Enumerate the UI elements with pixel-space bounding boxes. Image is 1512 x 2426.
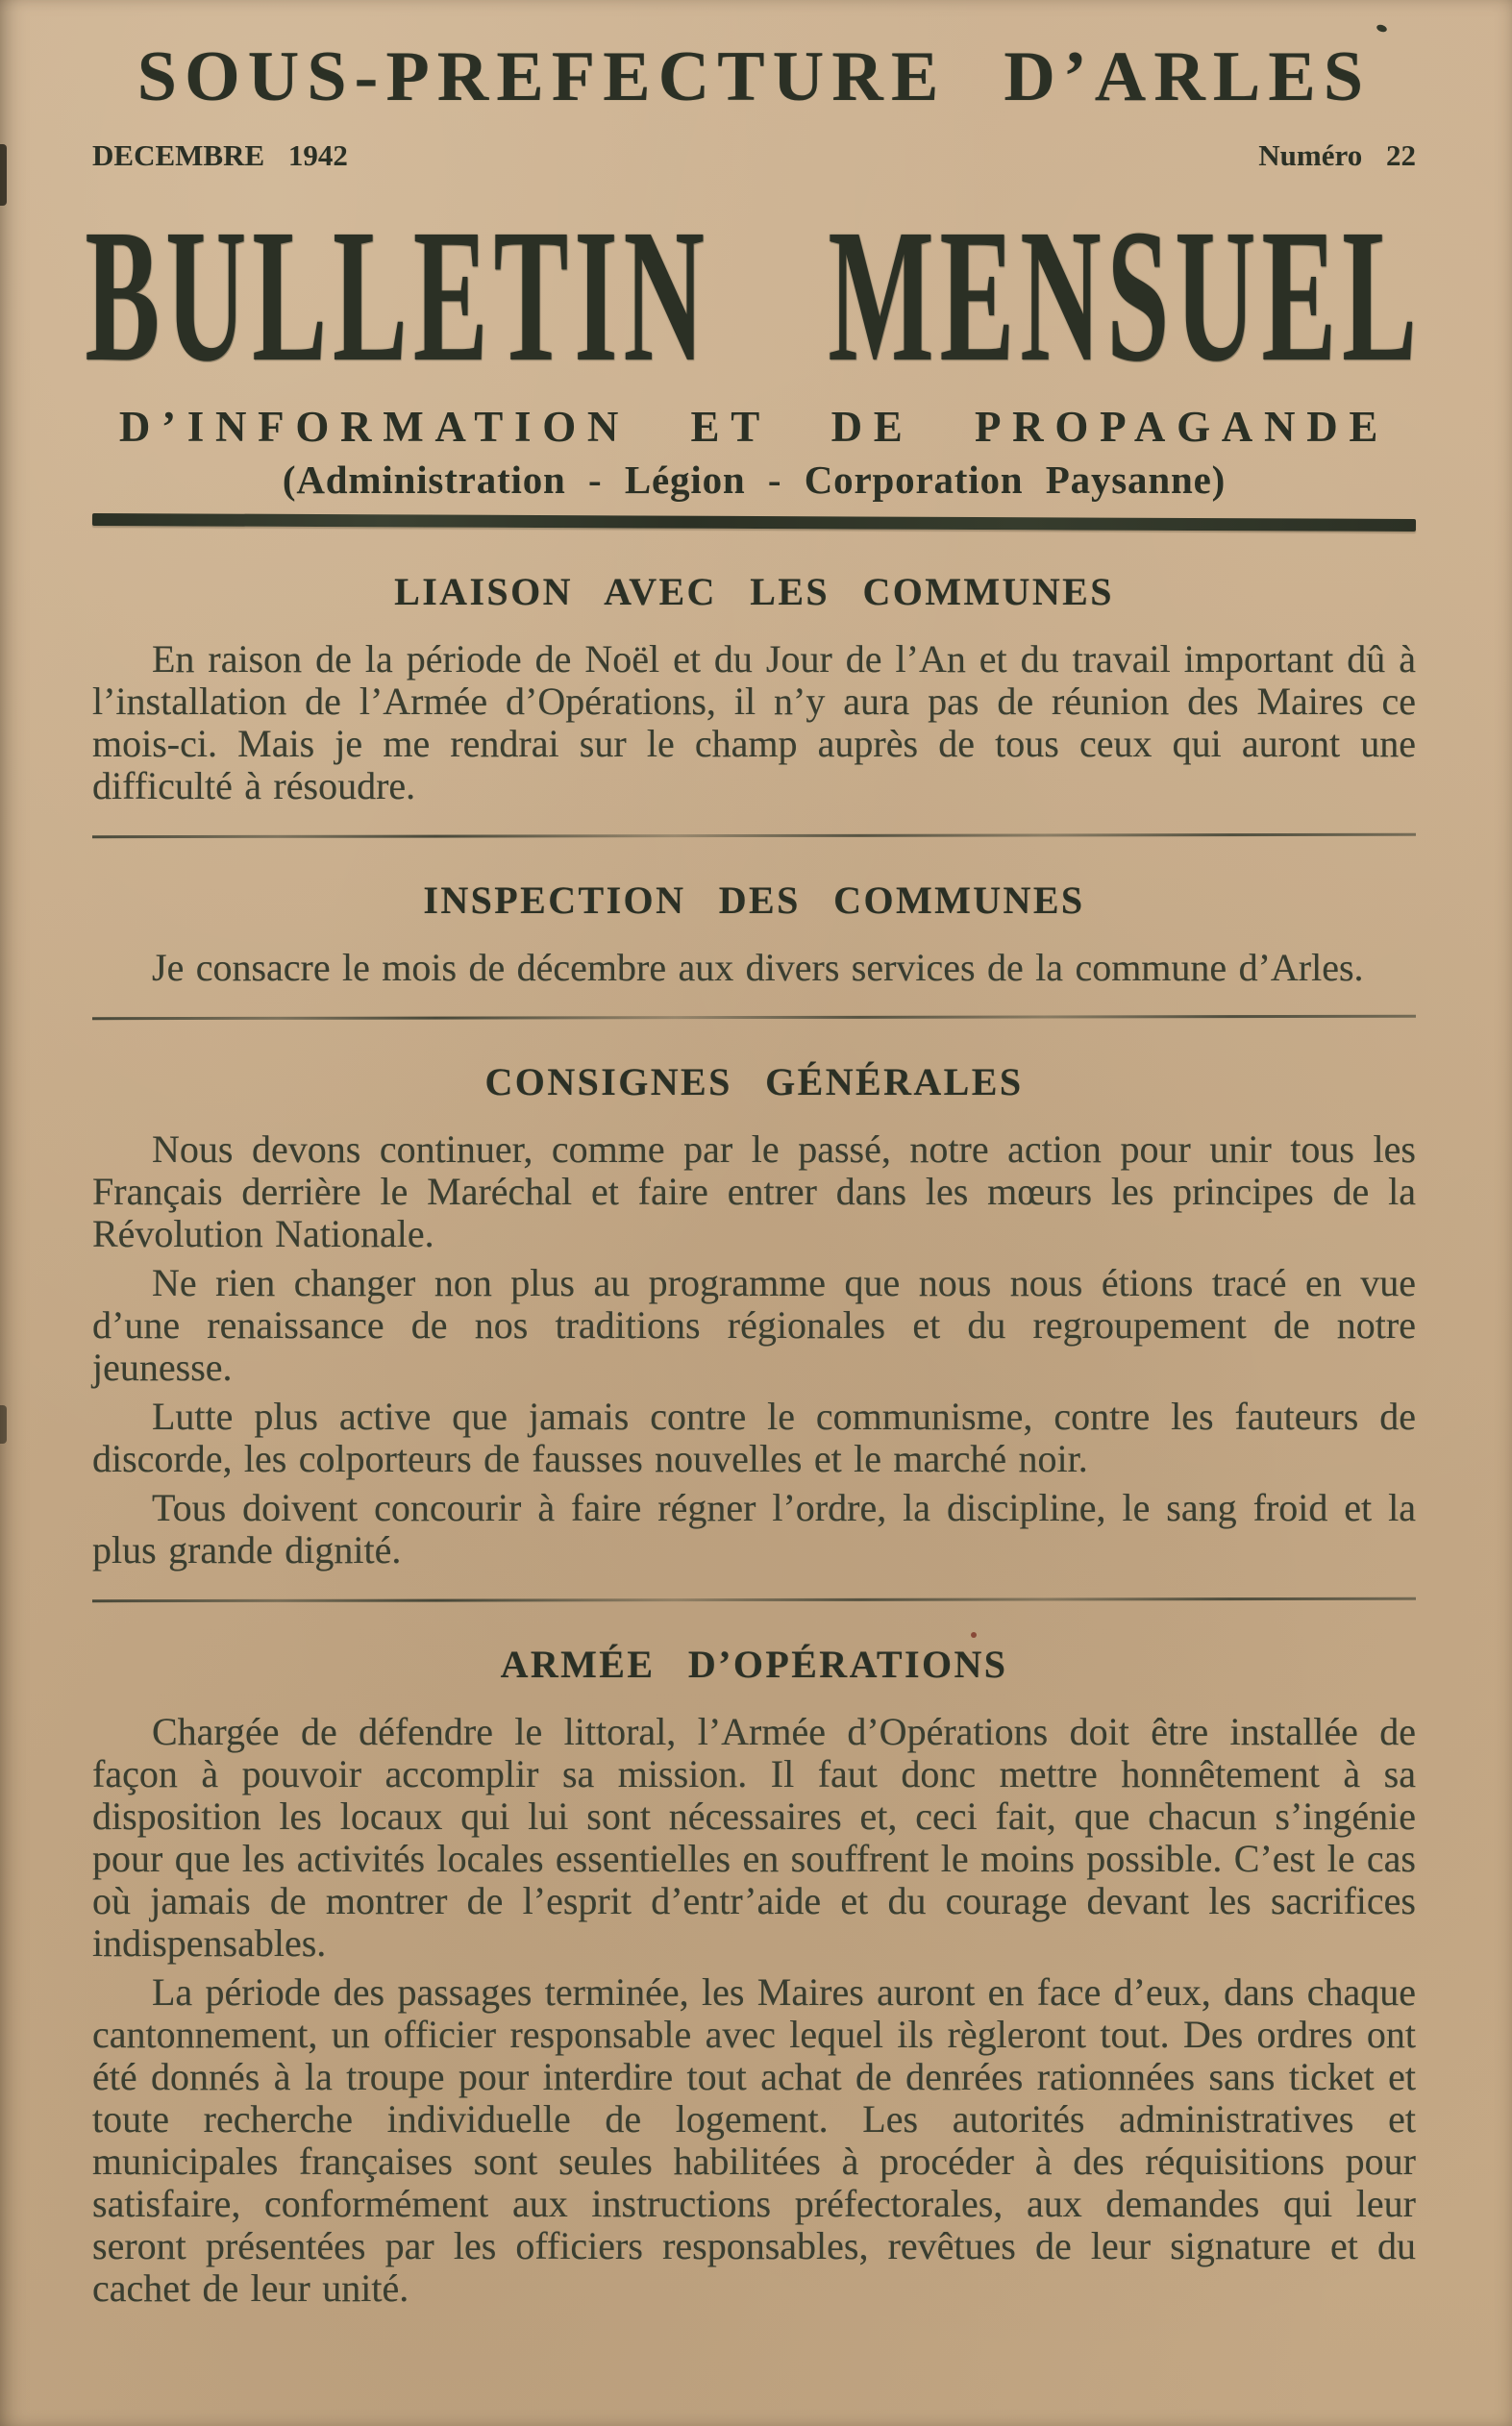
scan-edge-artifact (0, 144, 7, 206)
paragraph: Nous devons continuer, comme par le passé, notre action pour unir tous les Français derrière le Maréchal et faire entrer dans les mœurs les principes de la Révolution Nationale. (92, 1127, 1416, 1256)
bulletin-subtitle: D’INFORMATION ET DE PROPAGANDE (118, 402, 1390, 451)
masthead-rule (92, 513, 1416, 532)
section-heading-liaison: LIAISON AVEC LES COMMUNES (394, 570, 1114, 614)
bulletin-title-text: BULLETIN MENSUEL (85, 188, 1424, 402)
issue-date: DECEMBRE 1942 (92, 137, 348, 172)
section-heading-consignes: CONSIGNES GÉNÉRALES (484, 1060, 1024, 1104)
paragraph: Lutte plus active que jamais contre le communisme, contre les fauteurs de discorde, les colporteurs de fausses nouvelles et le marché noir. (92, 1395, 1416, 1481)
section-divider (92, 1597, 1416, 1602)
section-divider (92, 833, 1416, 838)
scan-speck (971, 1632, 977, 1638)
paragraph: Chargée de défendre le littoral, l’Armée d’Opérations doit être installée de façon à pouvoir accomplir sa mission. Il faut donc mettre honnêtement à sa disposition les locaux qui lui sont nécessaires et, ceci fait, que chacun s’ingénie pour que les activités locales essentielles en souffrent le moins possible. C’est le cas où jamais de montrer de l’esprit d’entr’aide et du courage devant les sacrifices indispensables. (92, 1710, 1416, 1966)
section-divider (92, 1015, 1416, 1020)
paragraph: Je consacre le mois de décembre aux divers services de la commune d’Arles. (152, 946, 1364, 990)
bulletin-title (85, 188, 1424, 402)
masthead (85, 37, 1424, 529)
section-consignes-generales (92, 1061, 1416, 1572)
section-armee-operations (92, 1644, 1416, 2310)
section-inspection-communes (92, 879, 1416, 989)
issue-number: Numéro 22 (1258, 137, 1416, 172)
authority-title: SOUS-PREFECTURE D’ARLES (136, 37, 1372, 116)
paragraph: La période des passages terminée, les Maires auront en face d’eux, dans chaque cantonnement, un officier responsable avec lequel ils règleront tout. Des ordres ont été donnés à la troupe pour interdire tout achat de denrées rationnées sans ticket et toute recherche individuelle de logement. Les autorités administratives et municipales françaises sont seules habilitées à procéder à des réquisitions pour satisfaire, conformément aux instructions préfectorales, aux demandes qui leur seront présentées par les officiers responsables, revêtues de leur signature et du cachet de leur unité. (92, 1970, 1416, 2311)
paragraph: Tous doivent concourir à faire régner l’ordre, la discipline, le sang froid et la plus grande dignité. (92, 1486, 1416, 1572)
scan-speck (1376, 23, 1388, 33)
bulletin-tagline: (Administration - Légion - Corporation Paysanne) (282, 458, 1227, 503)
date-row (92, 138, 1416, 173)
scan-edge-artifact (0, 1405, 7, 1444)
paragraph: En raison de la période de Noël et du Jour de l’An et du travail important dû à l’installation de l’Armée d’Opérations, il n’y aura pas de réunion des Maires ce mois-ci. Mais je me rendrai sur le champ auprès de tous ceux qui auront une difficulté à résoudre. (92, 637, 1416, 808)
section-heading-armee: ARMÉE D’OPÉRATIONS (500, 1643, 1008, 1687)
paragraph: Ne rien changer non plus au programme que nous nous étions tracé en vue d’une renaissance de nos traditions régionales et du regroupement de notre jeunesse. (92, 1261, 1416, 1390)
section-heading-inspection: INSPECTION DES COMMUNES (423, 879, 1085, 923)
section-liaison-communes (92, 571, 1416, 807)
